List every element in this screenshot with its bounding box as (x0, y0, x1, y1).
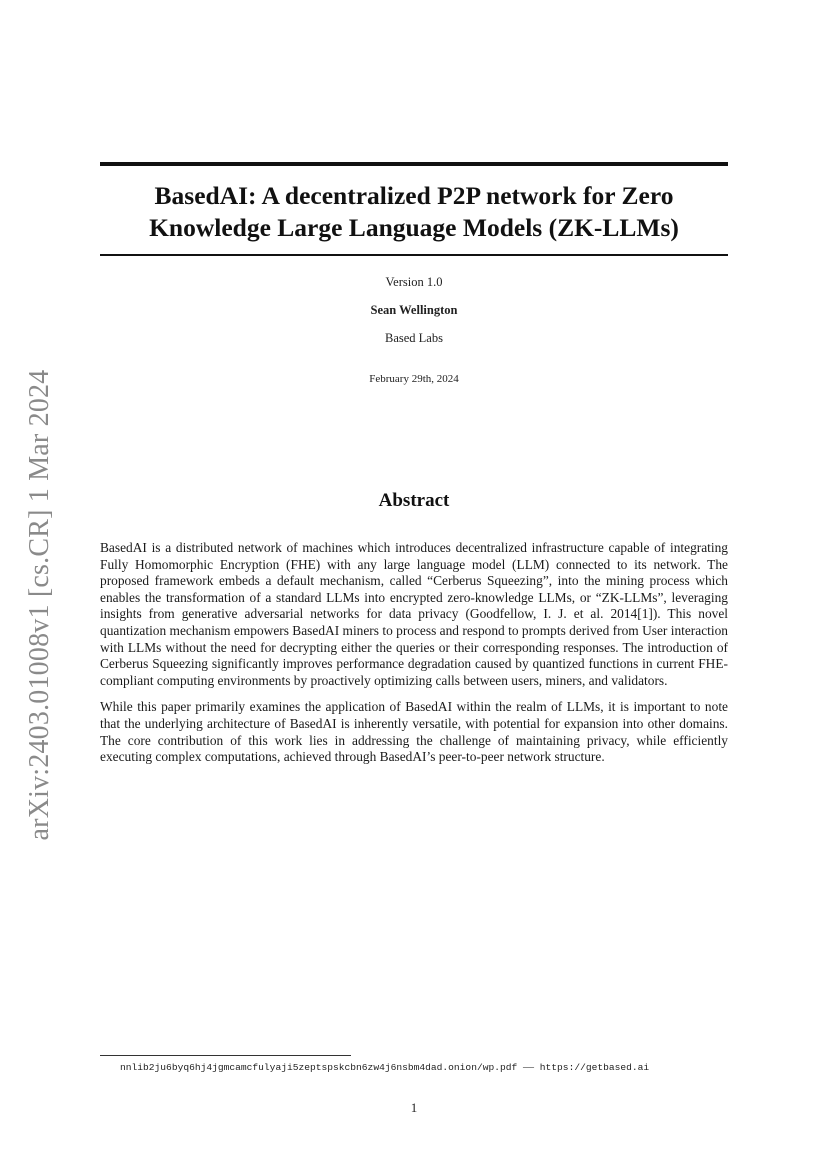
abstract-heading: Abstract (378, 490, 450, 511)
abstract-paragraph-2: While this paper primarily examines the application of BasedAI within the realm of LLMs, it is important to note that the underlying architecture of BasedAI is inherently versatile, with potential for expansion into other domains. The core contribution of this work lies in addressing the challenge of maintaining privacy, while efficiently executing complex computations, achieved through BasedAI’s peer-to-peer network structure. (100, 699, 728, 765)
footnote-onion-link[interactable]: nnlib2ju6byq6hj4jgmcamcfulyaji5zeptspskcbn6zw4j6nsbm4dad.onion/wp.pdf (120, 1062, 518, 1073)
version-label: Version 1.0 (385, 275, 443, 289)
title-block (100, 162, 728, 256)
arxiv-identifier-stamp: arXiv:2403.01008v1 [cs.CR] 1 Mar 2024 (24, 369, 55, 841)
page-number: 1 (410, 1100, 418, 1115)
title-line-2: Knowledge Large Language Models (ZK-LLMs) (149, 213, 679, 242)
footnote-separator: — (523, 1061, 535, 1073)
author-name: Sean Wellington (370, 303, 458, 317)
paper-title (100, 166, 728, 254)
abstract-body (100, 540, 728, 776)
author-affiliation: Based Labs (385, 331, 443, 345)
footnote-rule (100, 1055, 351, 1056)
footnote (120, 1061, 740, 1073)
title-line-1: BasedAI: A decentralized P2P network for Zero (154, 181, 674, 210)
footnote-web-link[interactable]: https://getbased.ai (539, 1062, 650, 1073)
publication-date: February 29th, 2024 (369, 373, 459, 385)
title-bottom-rule (100, 254, 728, 256)
abstract-paragraph-1: BasedAI is a distributed network of machines which introduces decentralized infrastructure capable of integrating Fully Homomorphic Encryption (FHE) with any large language model (LLM) connected to its network. The proposed framework embeds a default mechanism, called “Cerberus Squeezing”, into the mining process which enables the transformation of a standard LLMs into encrypted zero-knowledge LLMs, or “ZK-LLMs”, leveraging insights from generative adversarial networks for data privacy (Goodfellow, I. J. et al. 2014[1]). This novel quantization mechanism empowers BasedAI miners to process and respond to prompts derived from User interaction with LLMs without the need for decrypting either the queries or their corresponding responses. The introduction of Cerberus Squeezing significantly improves performance degradation caused by quantized functions in current FHE-compliant computing environments by proactively optimizing calls between users, miners, and validators. (100, 540, 728, 688)
